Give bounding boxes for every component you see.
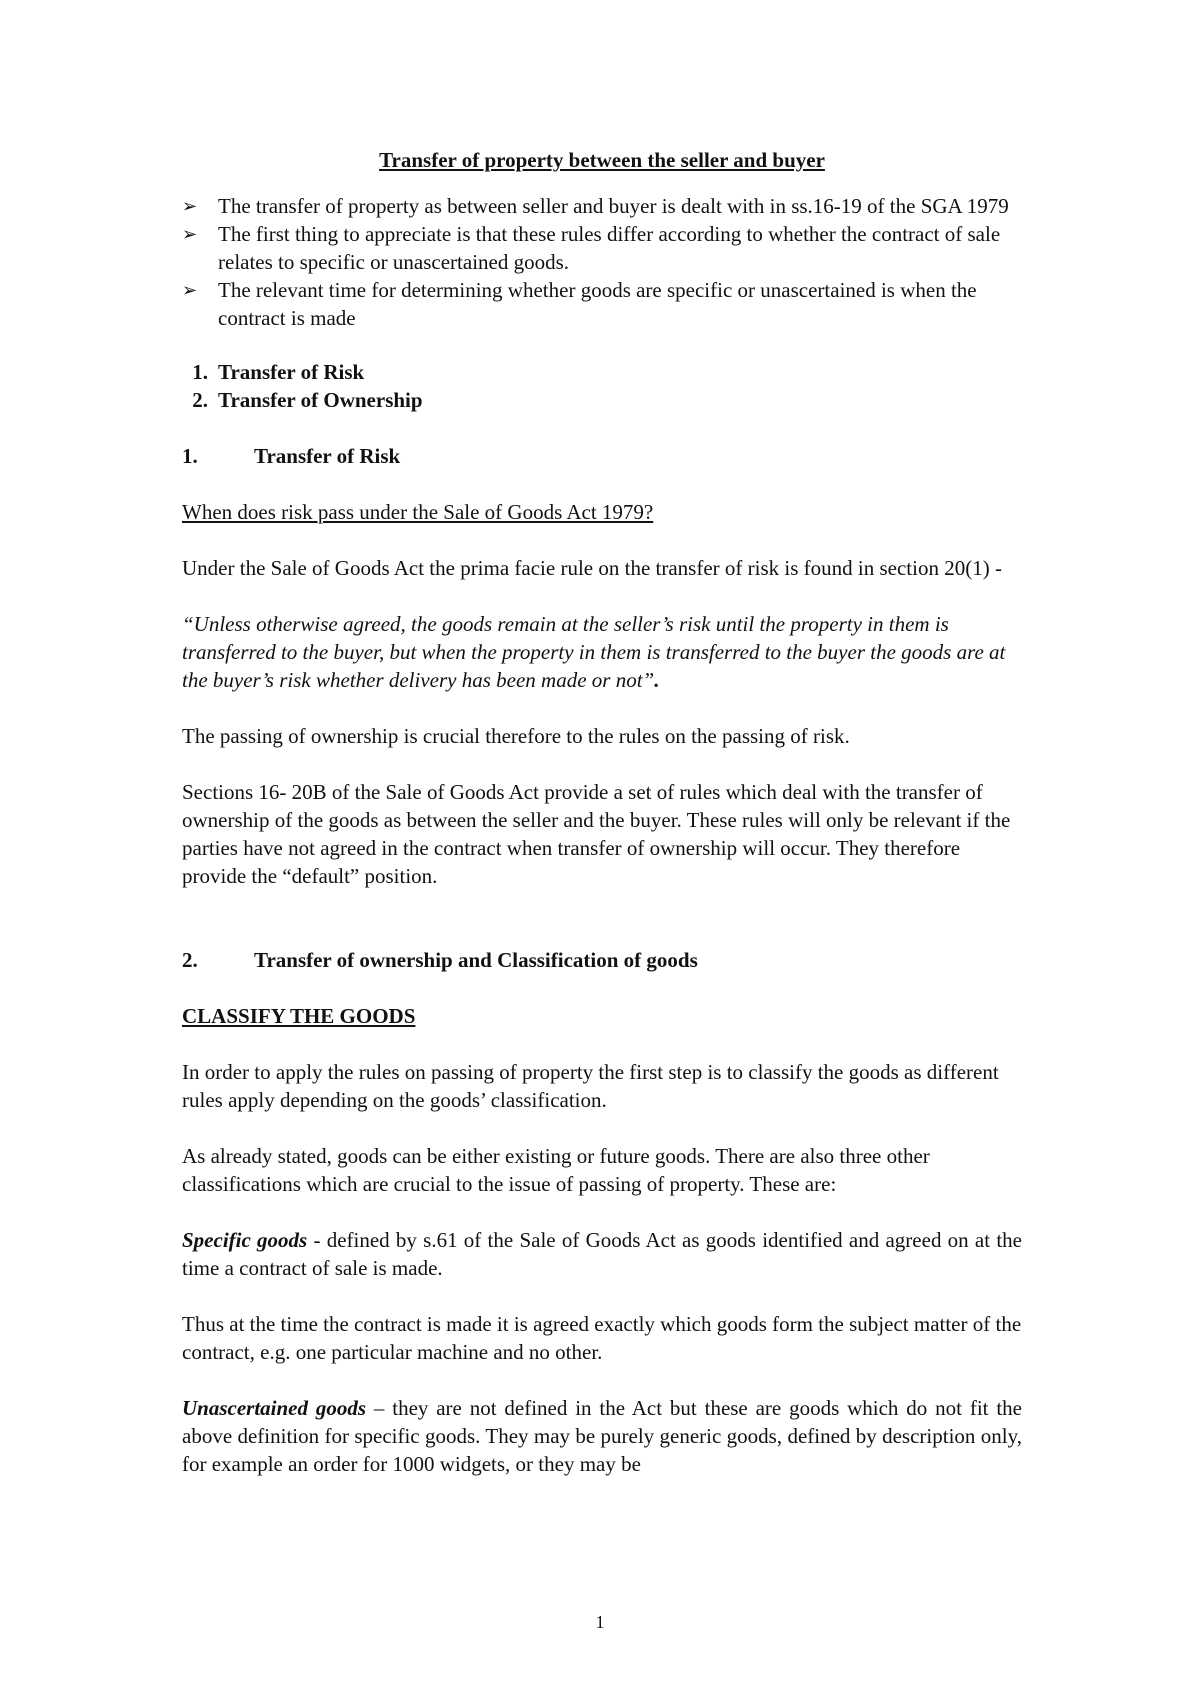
section-number: 2. [182,948,198,972]
topic-number: 2. [192,388,208,412]
intro-bullet [182,276,1022,332]
topic-label: Transfer of Risk [218,360,365,384]
definition-text: – they are not defined in the Act but these are goods which do not fit the above definition for specific goods. They may be purely generic goods, defined by description only, for example an order for 1000 widgets, or they may be [182,1396,1022,1476]
topic-number: 1. [192,360,208,384]
intro-bullet-text: The relevant time for determining whether goods are specific or unascertained is when the contract is made [218,278,977,330]
topic-item [182,358,1022,386]
paragraph: Sections 16- 20B of the Sale of Goods Act provide a set of rules which deal with the transfer of ownership of the goods as between the seller and the buyer. These rules will only be relevant if the parties have not agreed in the contract when transfer of ownership will occur. They therefore provide the “default” position. [182,780,1011,888]
section-heading-ownership [182,946,1022,974]
paragraph: Under the Sale of Goods Act the prima facie rule on the transfer of risk is found in section 20(1) - [182,556,1002,580]
intro-bullet [182,220,1022,276]
definition-text: - defined by s.61 of the Sale of Goods Act as goods identified and agreed on at the time a contract of sale is made. [182,1228,1022,1280]
intro-bullet-list [182,192,1022,332]
intro-bullet-text: The first thing to appreciate is that these rules differ according to whether the contract of sale relates to specific or unascertained goods. [218,222,1001,274]
paragraph: Thus at the time the contract is made it is agreed exactly which goods form the subject matter of the contract, e.g. one particular machine and no other. [182,1312,1022,1364]
topic-label: Transfer of Ownership [218,388,423,412]
definition-specific-goods [182,1226,1022,1282]
term-unascertained-goods: Unascertained goods [182,1396,367,1420]
intro-bullet [182,192,1022,220]
topic-item [182,386,1022,414]
arrow-bullet-icon: ➢ [182,196,198,216]
statute-quote [182,610,1022,694]
paragraph: In order to apply the rules on passing of property the first step is to classify the goods as different rules apply depending on the goods’ classification. [182,1060,999,1112]
section-heading-text: Transfer of Risk [254,444,401,468]
document-title: Transfer of property between the seller and buyer [379,148,825,172]
subheading-risk-question: When does risk pass under the Sale of Goods Act 1979? [182,500,654,524]
section-heading-text: Transfer of ownership and Classification of goods [254,948,698,972]
term-specific-goods: Specific goods [182,1228,308,1252]
arrow-bullet-icon: ➢ [182,280,198,300]
topics-list [182,358,1022,414]
intro-bullet-text: The transfer of property as between seller and buyer is dealt with in ss.16-19 of the SGA 1979 [218,194,1009,218]
page-number: 1 [595,1612,605,1632]
subheading-classify: CLASSIFY THE GOODS [182,1004,416,1028]
quote-end: . [654,668,660,692]
document-body [182,146,1022,1506]
paragraph: As already stated, goods can be either existing or future goods. There are also three other classifications which are crucial to the issue of passing of property. These are: [182,1144,930,1196]
arrow-bullet-icon: ➢ [182,224,198,244]
paragraph: The passing of ownership is crucial therefore to the rules on the passing of risk. [182,724,850,748]
definition-unascertained-goods [182,1394,1022,1478]
section-number: 1. [182,444,198,468]
section-heading-risk [182,442,1022,470]
quote-text: “Unless otherwise agreed, the goods remain at the seller’s risk until the property in them is transferred to the buyer, but when the property in them is transferred to the buyer the goods are at the buyer’s risk whether delivery has been made or not” [182,612,1006,692]
